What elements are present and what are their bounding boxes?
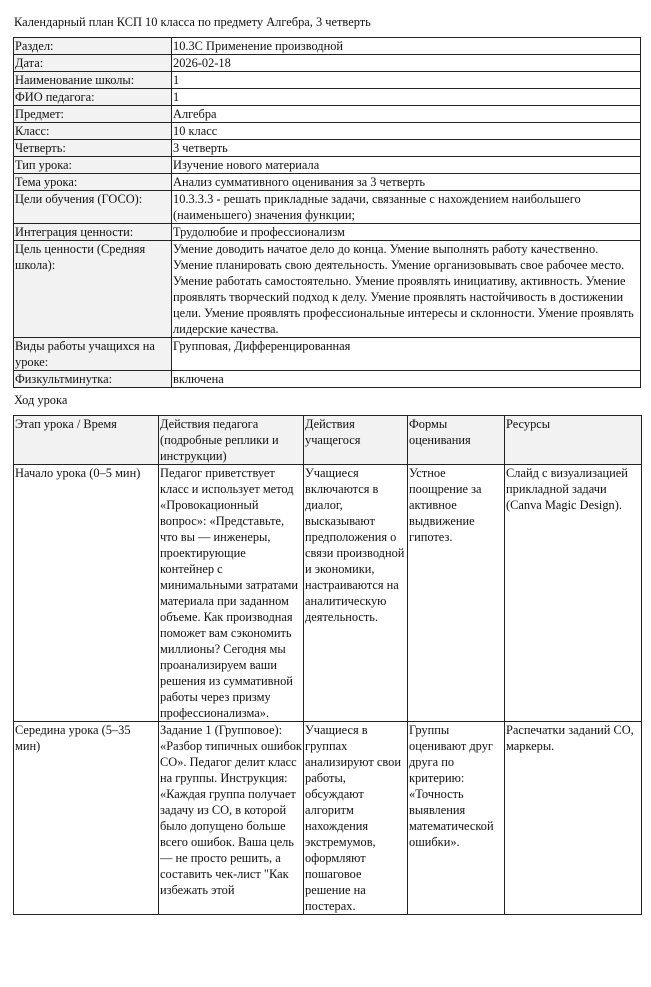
lesson-table-header-row	[14, 416, 642, 465]
cell-assessment: Устное поощрение за активное выдвижение гипотез.	[408, 465, 505, 722]
cell-resources: Слайд с визуализацией прикладной задачи (Canva Magic Design).	[505, 465, 642, 722]
info-label: Физкультминутка:	[14, 371, 172, 388]
info-label: ФИО педагога:	[14, 89, 172, 106]
cell-teacher-actions	[159, 722, 304, 915]
info-value: Групповая, Дифференцированная	[172, 338, 641, 371]
info-value: включена	[172, 371, 641, 388]
info-label: Виды работы учащихся на уроке:	[14, 338, 172, 371]
info-value: Анализ суммативного оценивания за 3 четверть	[172, 174, 641, 191]
lesson-flow-table	[13, 415, 642, 915]
header-student-actions: Действия учащегося	[304, 416, 408, 465]
info-value: 10.3.3.3 - решать прикладные задачи, связанные с нахождением наибольшего (наименьшего) значения функции;	[172, 191, 641, 224]
cell-assessment: Группы оценивают друг друга по критерию: «Точность выявления математической ошибки».	[408, 722, 505, 915]
info-row	[14, 123, 641, 140]
info-row	[14, 38, 641, 55]
header-stage: Этап урока / Время	[14, 416, 159, 465]
section-title: Ход урока	[14, 393, 68, 407]
info-value: 10 класс	[172, 123, 641, 140]
info-row	[14, 72, 641, 89]
info-row	[14, 106, 641, 123]
info-value: 1	[172, 89, 641, 106]
cell-teacher-actions: Педагог приветствует класс и использует метод «Провокационный вопрос»: «Представьте, что вы — инженеры, проектирующие контейнер с минимальными затратами материала при заданном объеме. Как производная поможет вам сэкономить миллионы? Сегодня мы проанализируем ваши решения из суммативной работы через призму профессионализма».	[159, 465, 304, 722]
info-label: Наименование школы:	[14, 72, 172, 89]
info-row	[14, 191, 641, 224]
cell-student-actions: Учащиеся в группах анализируют свои работы, обсуждают алгоритм нахождения экстремумов, оформляют пошаговое решение на постерах.	[304, 722, 408, 915]
cell-stage: Середина урока (5–35 мин)	[14, 722, 159, 915]
info-row	[14, 55, 641, 72]
info-value: 10.3С Применение производной	[172, 38, 641, 55]
lesson-row-middle	[14, 722, 642, 915]
info-value: Умение доводить начатое дело до конца. Умение выполнять работу качественно. Умение планировать свою деятельность. Умение организовывать свое рабочее место. Умение работать самостоятельно. Умение проявлять инициативу, активность. Умение проявлять творческий подход к делу. Умение проявлять настойчивость в достижении цели. Умение проявлять профессиональные интересы и склонности. Умение проявлять лидерские качества.	[172, 241, 641, 338]
info-value: 3 четверть	[172, 140, 641, 157]
info-value: Изучение нового материала	[172, 157, 641, 174]
info-label: Цели обучения (ГОСО):	[14, 191, 172, 224]
cell-resources: Распечатки заданий СО, маркеры.	[505, 722, 642, 915]
info-value: Алгебра	[172, 106, 641, 123]
document-title: Календарный план КСП 10 класса по предмету Алгебра, 3 четверть	[14, 15, 371, 29]
info-value: 1	[172, 72, 641, 89]
info-label: Четверть:	[14, 140, 172, 157]
info-row	[14, 174, 641, 191]
lesson-info-table	[13, 37, 641, 388]
info-label: Цель ценности (Средняя школа):	[14, 241, 172, 338]
info-label: Интеграция ценности:	[14, 224, 172, 241]
info-row	[14, 140, 641, 157]
info-row	[14, 157, 641, 174]
lesson-row-start	[14, 465, 642, 722]
info-row	[14, 224, 641, 241]
cell-student-actions: Учащиеся включаются в диалог, высказывают предположения о связи производной и экономики, настраиваются на аналитическую деятельность.	[304, 465, 408, 722]
info-row	[14, 89, 641, 106]
info-value: 2026-02-18	[172, 55, 641, 72]
info-label: Класс:	[14, 123, 172, 140]
info-row	[14, 338, 641, 371]
info-label: Предмет:	[14, 106, 172, 123]
cell-teacher-actions-text: Задание 1 (Групповое): «Разбор типичных ошибок СО». Педагог делит класс на группы. Инструкция: «Каждая группа получает задачу из СО, в которой было допущено больше всего ошибок. Ваша цель — не просто решить, а составить чек-лист "Как избежать этой	[160, 723, 302, 897]
info-label: Тип урока:	[14, 157, 172, 174]
info-row	[14, 241, 641, 338]
info-label: Дата:	[14, 55, 172, 72]
header-teacher-actions: Действия педагога (подробные реплики и инструкции)	[159, 416, 304, 465]
info-row	[14, 371, 641, 388]
info-label: Тема урока:	[14, 174, 172, 191]
header-resources: Ресурсы	[505, 416, 642, 465]
cell-stage: Начало урока (0–5 мин)	[14, 465, 159, 722]
info-label: Раздел:	[14, 38, 172, 55]
header-assessment: Формы оценивания	[408, 416, 505, 465]
info-value: Трудолюбие и профессионализм	[172, 224, 641, 241]
